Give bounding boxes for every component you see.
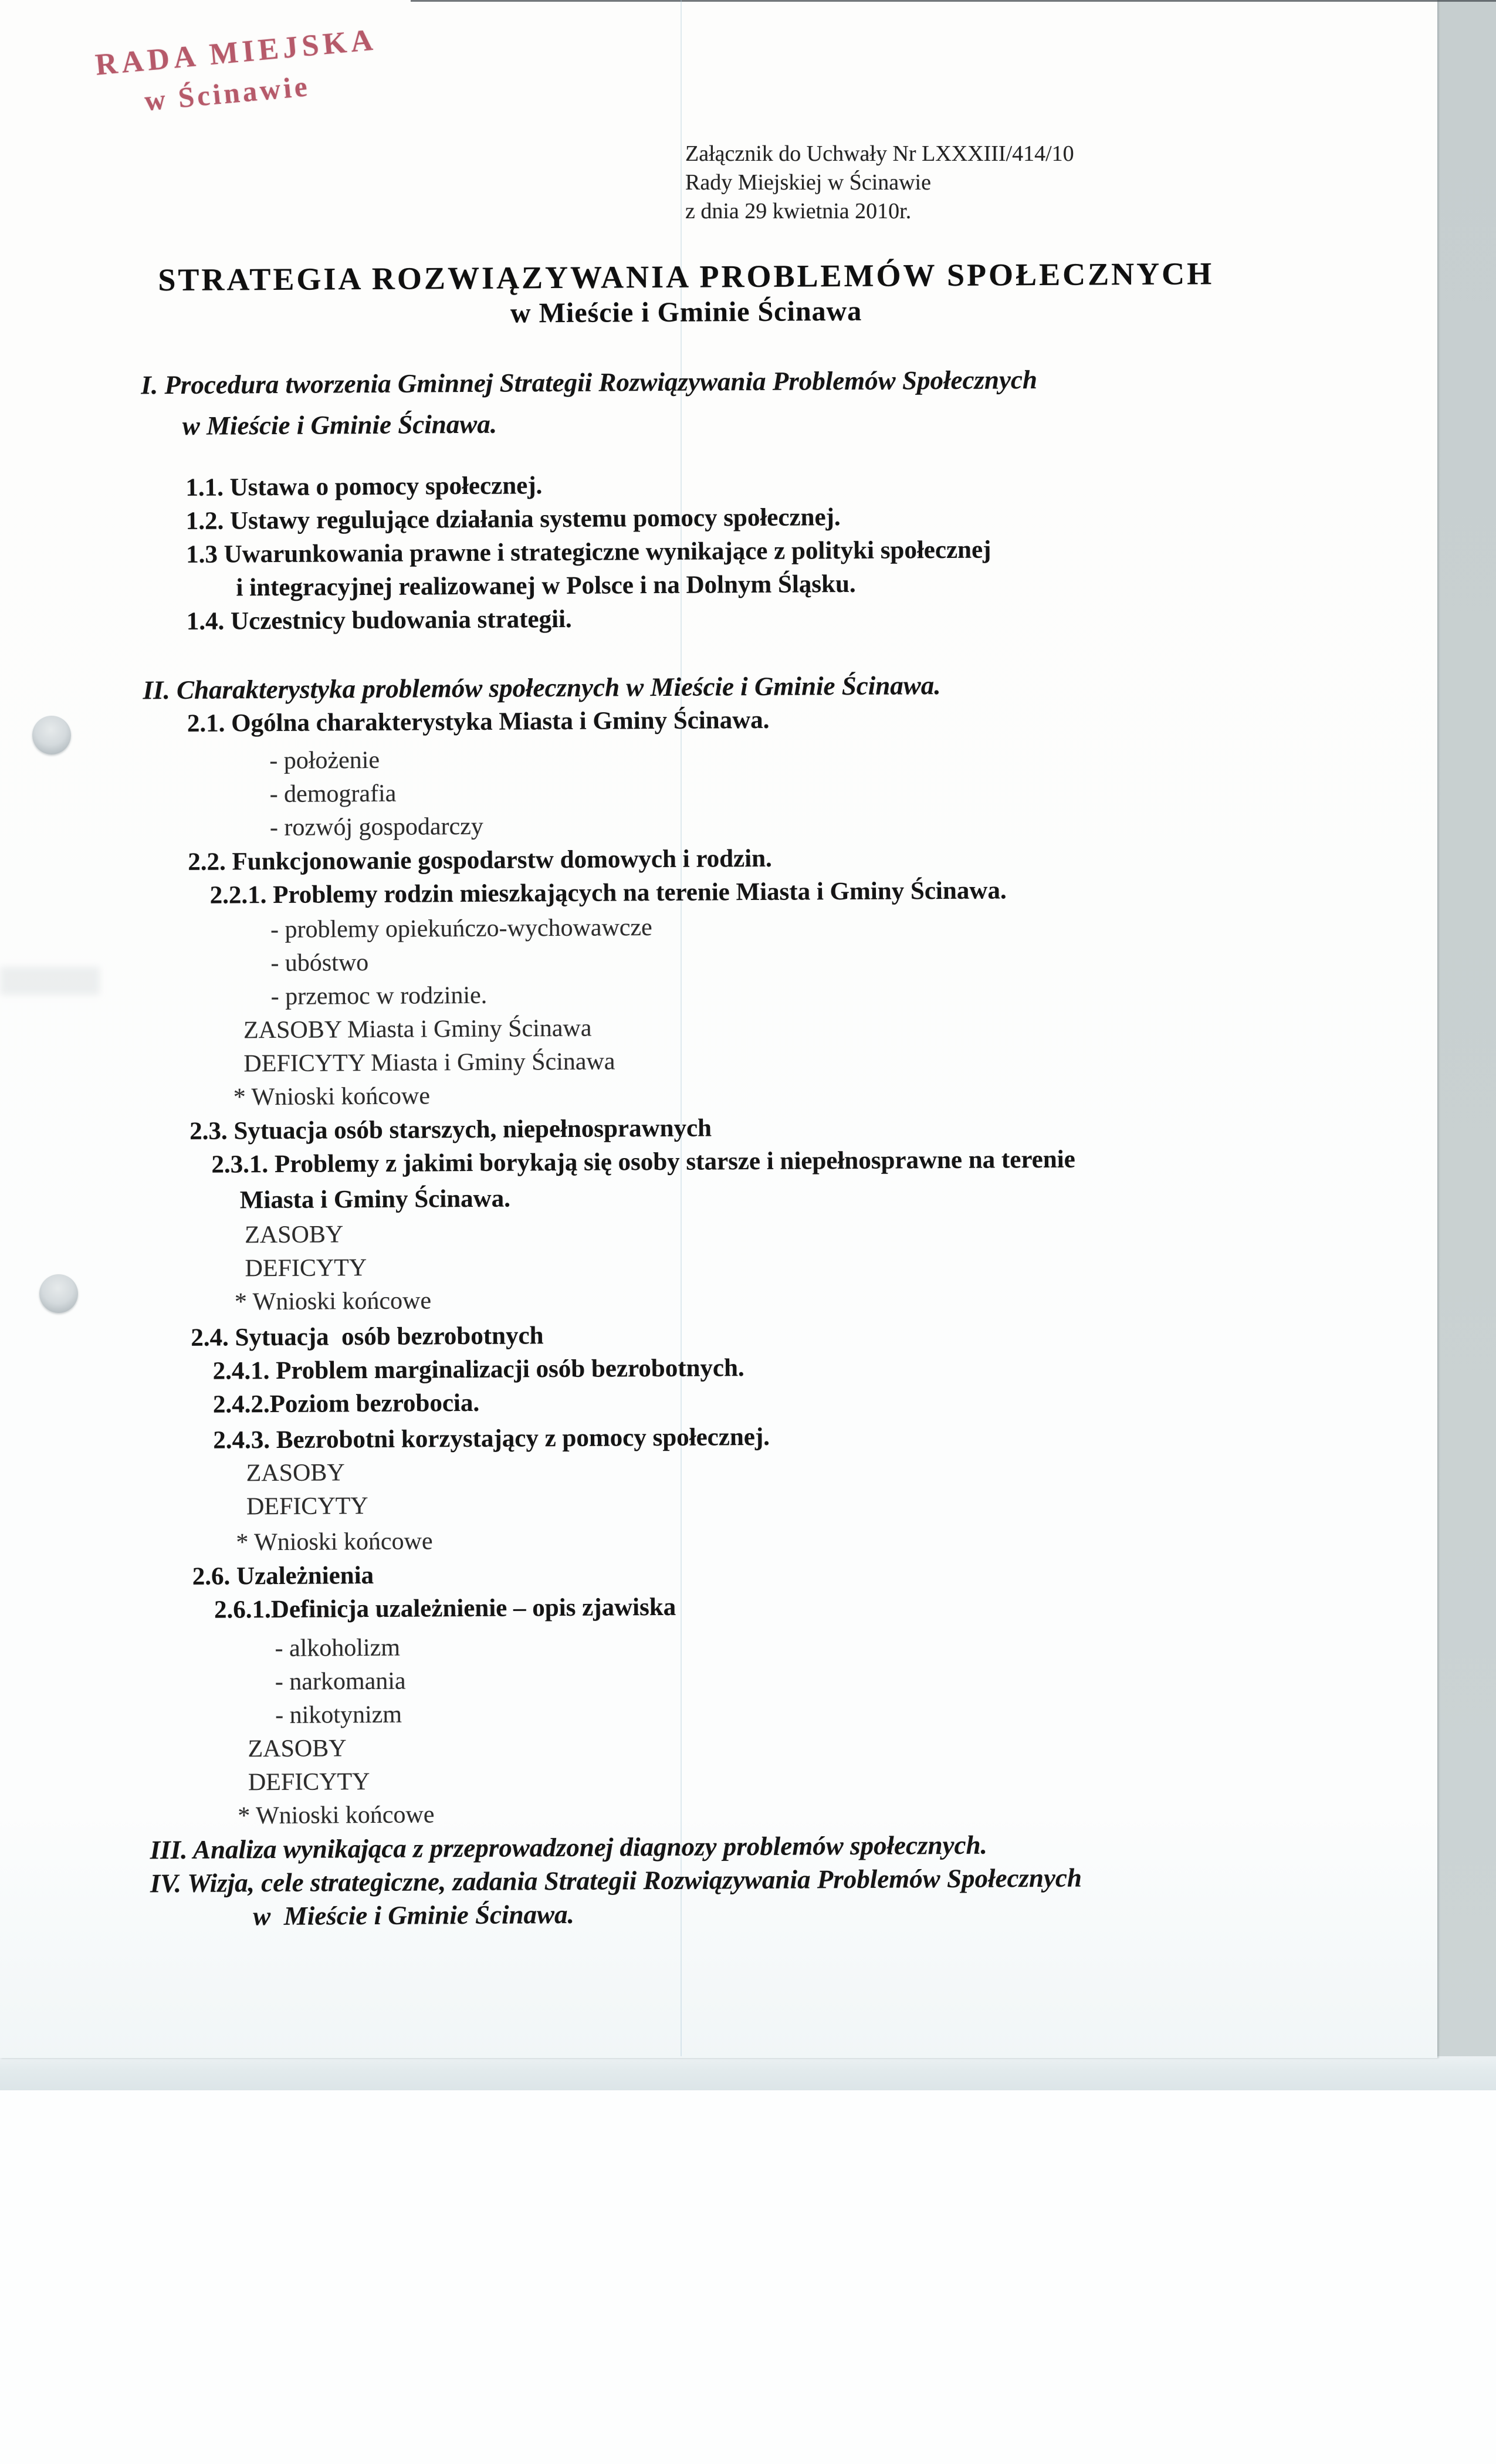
toc-line: I. Procedura tworzenia Gminnej Strategii Rozwiązywania Problemów Społecznych [141, 365, 1038, 400]
stamp-line-2: w Ścinawie [143, 70, 312, 117]
toc-line: III. Analiza wynikająca z przeprowadzonej diagnozy problemów społecznych. [150, 1830, 987, 1865]
toc-line: * Wnioski końcowe [236, 1528, 433, 1556]
annex-line-3: z dnia 29 kwietnia 2010r. [685, 199, 912, 224]
toc-line: - alkoholizm [275, 1634, 401, 1663]
document-title-line-2: w Mieście i Gminie Ścinawa [510, 295, 862, 329]
toc-line: * Wnioski końcowe [234, 1287, 432, 1316]
document-title [0, 255, 1373, 333]
toc-line: DEFICYTY [246, 1492, 368, 1521]
toc-line: - ubóstwo [270, 949, 369, 977]
table-of-contents [0, 361, 1447, 1935]
toc-line: 2.4.2.Poziom bezrobocia. [212, 1389, 480, 1419]
scan-background-bottom [0, 2090, 1496, 2464]
toc-line: ZASOBY [248, 1735, 347, 1763]
toc-line: 2.6.1.Definicja uzależnienie – opis zjawiska [214, 1593, 676, 1624]
annex-line-1: Załącznik do Uchwały Nr LXXXIII/414/10 [685, 141, 1074, 166]
toc-line: * Wnioski końcowe [233, 1082, 431, 1111]
toc-line: 2.4.1. Problem marginalizacji osób bezrobotnych. [212, 1354, 744, 1385]
toc-line: 2.4. Sytuacja osób bezrobotnych [191, 1322, 544, 1352]
toc-line: 1.3 Uwarunkowania prawne i strategiczne wynikające z polityki społecznej [185, 536, 991, 568]
paper-bottom-edge-band [0, 2056, 1496, 2090]
toc-line: w Mieście i Gminie Ścinawa. [253, 1899, 574, 1931]
toc-line: - demografia [269, 780, 397, 808]
scanner-background-strip [1437, 0, 1496, 2058]
toc-line: ZASOBY [245, 1221, 344, 1249]
toc-line: 2.1. Ogólna charakterystyka Miasta i Gminy Ścinawa. [187, 706, 770, 737]
toc-line: - położenie [269, 746, 380, 775]
toc-line: II. Charakterystyka problemów społecznych w Mieście i Gminie Ścinawa. [143, 671, 941, 705]
annex-reference-block [685, 140, 1074, 226]
toc-line: - nikotynizm [275, 1701, 402, 1729]
toc-line: IV. Wizja, cele strategiczne, zadania Strategii Rozwiązywania Problemów Społecznych [150, 1863, 1082, 1898]
toc-line: 2.3. Sytuacja osób starszych, niepełnosprawnych [189, 1114, 712, 1145]
toc-line: ZASOBY [246, 1459, 345, 1487]
toc-line: DEFICYTY [248, 1768, 370, 1796]
toc-line: ZASOBY Miasta i Gminy Ścinawa [243, 1014, 592, 1044]
toc-line: - problemy opiekuńczo-wychowawcze [270, 914, 652, 944]
toc-line: 1.2. Ustawy regulujące działania systemu pomocy społecznej. [185, 503, 841, 535]
toc-line: 1.4. Uczestnicy budowania strategii. [186, 605, 572, 635]
toc-line: 2.3.1. Problemy z jakimi borykają się osoby starsze i niepełnosprawne na terenie [211, 1145, 1075, 1179]
toc-line: 2.4.3. Bezrobotni korzystający z pomocy społecznej. [213, 1423, 770, 1454]
toc-line: w Mieście i Gminie Ścinawa. [182, 409, 497, 441]
toc-line: 1.1. Ustawa o pomocy społecznej. [185, 472, 543, 502]
document-title-line-1: STRATEGIA ROZWIĄZYWANIA PROBLEMÓW SPOŁECZNYCH [158, 256, 1214, 298]
official-stamp [94, 22, 382, 121]
toc-line: - rozwój gospodarczy [269, 813, 483, 842]
stamp-line-1: RADA MIEJSKA [94, 23, 378, 82]
toc-line: 2.2.1. Problemy rodzin mieszkających na terenie Miasta i Gminy Ścinawa. [209, 876, 1007, 909]
toc-line: Miasta i Gminy Ścinawa. [239, 1184, 511, 1214]
toc-line: 2.6. Uzależnienia [192, 1561, 374, 1590]
toc-line: DEFICYTY [245, 1254, 367, 1282]
toc-line: - przemoc w rodzinie. [270, 981, 488, 1011]
toc-line: * Wnioski końcowe [238, 1801, 435, 1830]
annex-line-2: Rady Miejskiej w Ścinawie [685, 170, 931, 195]
toc-line: i integracyjnej realizowanej w Polsce i na Dolnym Śląsku. [236, 570, 856, 602]
toc-line: DEFICYTY Miasta i Gminy Ścinawa [243, 1048, 615, 1078]
toc-line: 2.2. Funkcjonowanie gospodarstw domowych i rodzin. [188, 844, 772, 876]
toc-line: - narkomania [275, 1667, 406, 1696]
scan-top-edge-artifact [411, 0, 1496, 2]
